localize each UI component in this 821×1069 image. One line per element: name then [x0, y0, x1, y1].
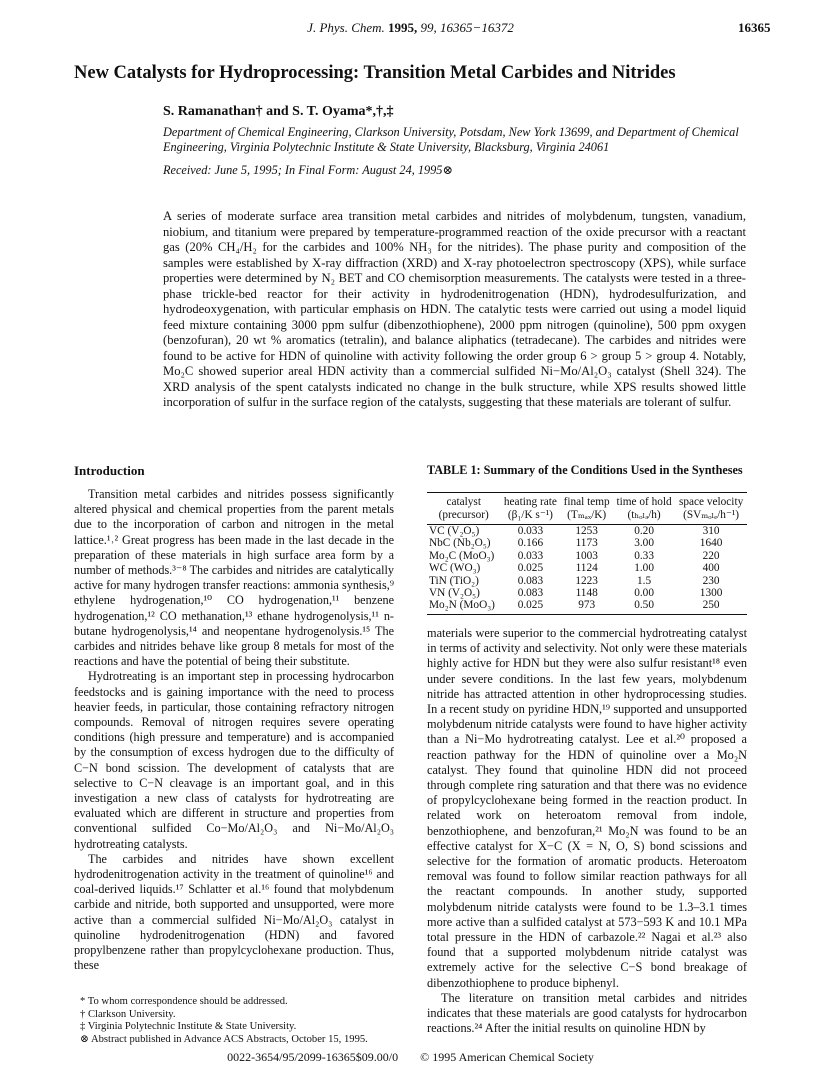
- table-caption: TABLE 1: Summary of the Conditions Used in the Syntheses: [427, 463, 743, 477]
- right-column: [427, 626, 747, 1036]
- table-cell: 250: [675, 599, 747, 614]
- table-header-cell: catalyst: [427, 493, 500, 510]
- table-header-cell: heating rate: [500, 493, 560, 510]
- abstract: A series of moderate surface area transition metal carbides and nitrides of molybdenum, tungsten, vanadium, niobium, and titanium were prepared by temperature-programmed reaction of the oxide precursor with a reactant gas (20% CH₄/H₂ for the carbides and 100% NH₃ for the nitrides). The phase purity and composition of the samples were established by X-ray diffraction (XRD) and X-ray photoelectron spectroscopy (XPS), while surface properties were determined by N₂ BET and CO chemisorption measurements. The catalysts were tested in a three-phase trickle-bed reactor for their activity in hydrodenitrogenation (HDN), hydrodesulfurization, and hydrodeoxygenation, with particular emphasis on HDN. The catalytic tests were carried out using a model liquid feed mixture containing 3000 ppm sulfur (dibenzothiophene), 2000 ppm nitrogen (quinoline), 500 ppm oxygen (benzofuran), 20 wt % aromatics (tetralin), and balance aliphatics (tetradecane). The carbides and nitrides were found to be active for HDN of quinoline with activity following the order group 6 > group 5 > group 4. Notably, Mo₂C showed superior areal HDN activity than a commercial sulfided Ni−Mo/Al₂O₃ catalyst (Shell 324). The XRD analysis of the spent catalysts indicated no change in the bulk structure, while XPS results showed little incorporation of sulfur in the surface region of the catalysts, suggesting that these materials are tolerant of sulfur.: [163, 209, 746, 409]
- table-cell: NbC (Nb₂O₅): [429, 537, 491, 550]
- table-header-cell: (tₕₒₗₔ/h): [613, 509, 675, 525]
- table-cell: 1.00: [634, 562, 654, 575]
- footnote: ⊗ Abstract published in Advance ACS Abstracts, October 15, 1995.: [80, 1033, 368, 1045]
- table-cell: 0.033: [517, 549, 544, 562]
- table-cell: 0.20: [634, 525, 654, 537]
- table-row: [427, 599, 747, 614]
- table-cell: 0.50: [613, 599, 675, 614]
- synthesis-conditions-table: [427, 492, 747, 615]
- table-cell: 1173: [575, 537, 598, 550]
- table-header-cell: time of hold: [613, 493, 675, 510]
- footnote: † Clarkson University.: [80, 1008, 176, 1020]
- table-cell: 0.083: [517, 587, 544, 600]
- table-cell: 0.083: [517, 574, 544, 587]
- table-cell: 0.00: [634, 587, 654, 600]
- journal-citation: 99, 16365−16372: [420, 20, 514, 35]
- table-header-cell: final temp: [560, 493, 613, 510]
- table-cell: WC (WO₃): [429, 562, 481, 575]
- table-header-cell: (precursor): [427, 509, 500, 525]
- table-cell: 230: [702, 574, 720, 587]
- table-header-cell: space velocity: [675, 493, 747, 510]
- received-dates: Received: June 5, 1995; In Final Form: August 24, 1995⊗: [163, 163, 453, 177]
- table-cell: 1124: [575, 562, 598, 575]
- paragraph: Hydrotreating is an important step in processing hydrocarbon feedstocks and is gaining importance with the need to process heavier feeds, in particular, those containing refractory nitrogen compounds. Removal of nitrogen requires severe operating conditions (high pressure and temperature) and is accompanied by the consumption of excess hydrogen due to the difficulty of C−N bond scission. The development of catalysts that are selective to C−N cleavage is an important goal, and in this investigation a new class of catalysts for hydrotreating are evaluated which are different in structure and properties from conventional sulfided Co−Mo/Al₂O₃ and Ni−Mo/Al₂O₃ hydrotreating catalysts.: [74, 669, 394, 851]
- table-row: [427, 525, 747, 538]
- table-cell: 1253: [575, 525, 598, 537]
- table-cell: 1223: [575, 574, 598, 587]
- table-row: [427, 587, 747, 599]
- table-cell: 310: [702, 525, 720, 537]
- article-code: 0022-3654/95/2099-16365$09.00/0: [227, 1050, 399, 1064]
- page-footer: [0, 1050, 821, 1065]
- table-cell: TiN (TiO₂): [429, 574, 479, 587]
- table-cell: 400: [702, 562, 720, 575]
- left-column: [74, 487, 394, 974]
- paragraph: The carbides and nitrides have shown excellent hydrodenitrogenation activity in the treatment of quinoline¹⁶ and coal-derived liquids.¹⁷ Schlatter et al.¹⁶ found that molybdenum carbide and nitride, both supported and unsupported, were more active than a commercial sulfided Ni−Mo/Al₂O₃ catalyst in quinoline hydrodenitrogenation (HDN) and favored propylbenzene rather than propylcyclohexane production. Thus, these: [74, 851, 394, 973]
- table-cell: 3.00: [634, 537, 654, 550]
- page-number: 16365: [738, 20, 771, 35]
- author-list: S. Ramanathan† and S. T. Oyama*,†,‡: [163, 104, 394, 119]
- affiliations: Department of Chemical Engineering, Clarkson University, Potsdam, New York 13699, and Department of Chemical Engineering, Virginia Polytechnic Institute & State University, Blacksburg, Virginia 24061: [163, 125, 739, 154]
- footnote: ‡ Virginia Polytechnic Institute & State University.: [80, 1021, 297, 1033]
- table-cell: VC (V₂O₅): [429, 525, 480, 537]
- table-cell: 1148: [575, 587, 598, 600]
- section-heading-introduction: Introduction: [74, 463, 145, 478]
- table-cell: 1300: [699, 587, 723, 600]
- table-cell: 0.33: [634, 549, 654, 562]
- paragraph: materials were superior to the commercial hydrotreating catalyst in terms of activity and selectivity. Not only were these materials highly active for HDN but they were also sulfur resistant¹⁸ even under severe conditions. In the last few years, molybdenum nitride has attracted attention in other hydroprocessing studies. In a recent study on pyridine HDN,¹⁹ supported and unsupported molybdenum nitride catalysts were found to have higher activity than a Ni−Mo hydrotreating catalyst. Lee et al.²⁰ proposed a reaction pathway for the HDN of quinoline over a Mo₂N catalyst. They found that quinoline HDN did not proceed through complete ring saturation and that there was no evidence of propylcyclohexane being formed in the reaction product. In related work on heteroatom removal from indole, benzothiophene, and benzofuran,²¹ Mo₂N was found to be an effective catalyst for X−C (X = N, O, S) bond scissions and selective for the formation of aromatic products. Heteroatom removal was found to follow similar reaction pathways for all the reactant compounds. In another study, supported molybdenum nitride catalysts were found to be 1.3–3.1 times more active than a sulfided catalyst at 573−593 K and 10.1 MPa total pressure in the HDN of carbazole.²² Nagai et al.²³ also found that a supported molybdenum nitride catalyst was extremely active for the selective C−S bond breakage of dibenzothiophene to produce biphenyl.: [427, 626, 747, 990]
- journal-name: J. Phys. Chem.: [307, 20, 385, 35]
- table-cell: 1003: [575, 549, 598, 562]
- article-title: New Catalysts for Hydroprocessing: Transition Metal Carbides and Nitrides: [74, 63, 676, 83]
- table-cell: 0.166: [517, 537, 544, 550]
- table-row: [427, 550, 747, 562]
- table-cell: 973: [560, 599, 613, 614]
- copyright-notice: © 1995 American Chemical Society: [420, 1050, 594, 1064]
- table-cell: 1.5: [637, 574, 652, 587]
- journal-year: 1995,: [388, 20, 418, 35]
- table-cell: 220: [702, 549, 720, 562]
- table-cell: 1640: [699, 537, 723, 550]
- paragraph: Transition metal carbides and nitrides possess significantly altered physical and chemical properties from the parent metals due to the incorporation of carbon and nitrogen in the metal lattice.¹˒² Great progress has been made in the last decade in the preparation of these materials in high surface area form by a number of methods.³⁻⁸ The carbides and nitrides are catalytically active for many hydrogen transfer reactions: ammonia synthesis,⁹ ethylene hydrogenation,¹⁰ CO hydrogenation,¹¹ benzene hydrogenation,¹² CO methanation,¹³ ethane hydrogenolysis,¹¹ n-butane hydrogenolysis,¹⁴ and neopentane hydrogenolysis.¹⁵ The carbides and nitrides behave like group 8 metals for most of the reactions and have the potential of being their substitute.: [74, 487, 394, 669]
- table-cell: 0.033: [517, 525, 544, 537]
- table-header-cell: (β₁/K s⁻¹): [500, 509, 560, 525]
- table-cell: 0.025: [517, 562, 544, 575]
- table-row: [427, 537, 747, 549]
- table-row: [427, 562, 747, 574]
- table-cell: VN (V₂O₅): [429, 587, 480, 600]
- running-header: [0, 20, 821, 36]
- table-cell: Mo₂C (MoO₃): [429, 549, 495, 562]
- table-header-cell: (SVₘₒₗₑ/h⁻¹): [675, 509, 747, 525]
- table-cell: 0.025: [500, 599, 560, 614]
- table-cell: Mo₂N (MoO₃): [427, 599, 500, 614]
- table-row: [427, 575, 747, 587]
- footnote: * To whom correspondence should be addressed.: [80, 996, 288, 1007]
- footnotes: [74, 996, 404, 1046]
- paragraph: The literature on transition metal carbides and nitrides indicates that these materials are good catalysts for hydrocarbon reactions.²⁴ After the initial results on quinoline HDN by: [427, 990, 747, 1036]
- table-header-cell: (Tₘₐₓ/K): [560, 509, 613, 525]
